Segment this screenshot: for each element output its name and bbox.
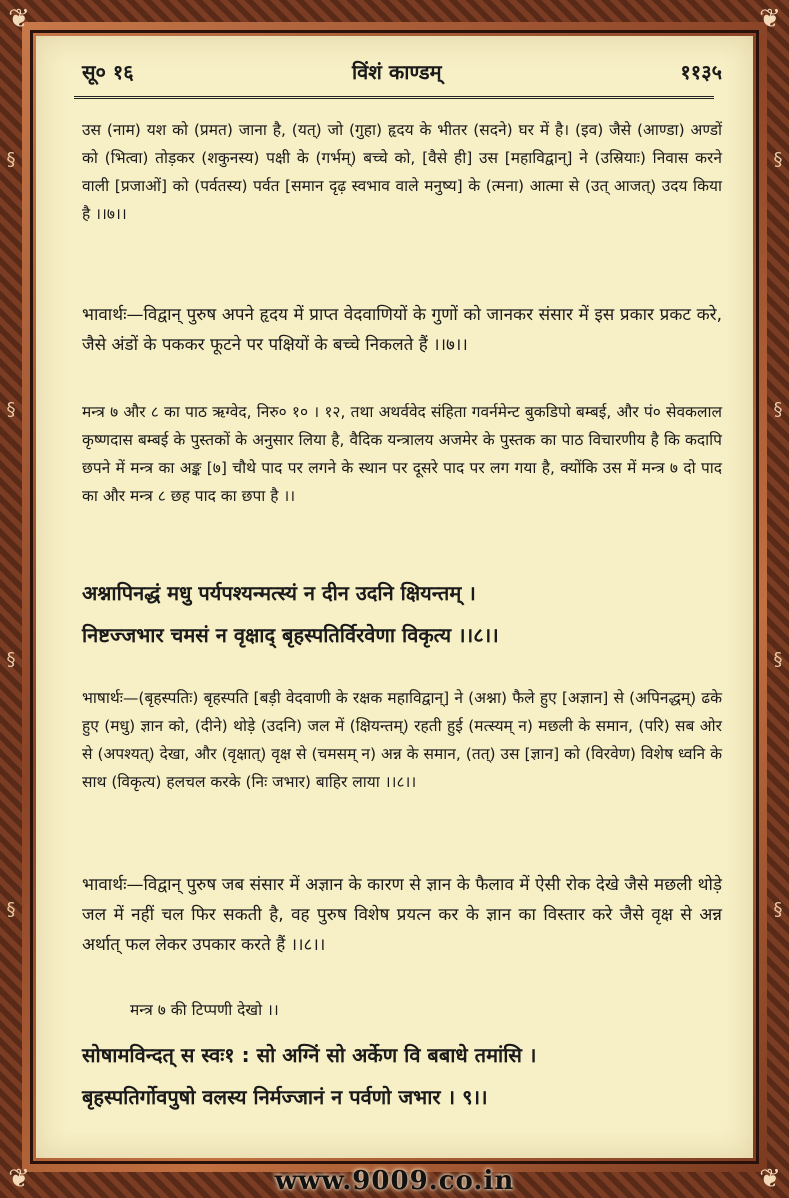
corner-ornament-icon: ❦ — [759, 4, 781, 34]
verse-line: अश्नापिनद्धं मधु पर्यपश्यन्मत्स्यं न दीन उदनि क्षियन्तम् । — [82, 581, 476, 605]
verse-line: निष्टज्जभार चमसं न वृक्षाद् बृहस्पतिर्विरवेणा विकृत्य ।।८।। — [82, 623, 499, 647]
verse-line: बृहस्पतिर्गोवपुषो वलस्य निर्मज्जानं न पर्वणो जभार । ९।। — [82, 1085, 488, 1109]
website-url: www.9009.co.in — [274, 1166, 515, 1196]
corner-ornament-icon: ❦ — [8, 1164, 30, 1194]
note-line: मन्त्र ७ की टिप्पणी देखो ।। — [130, 1001, 279, 1019]
swirl-ornament-icon: § — [6, 149, 16, 170]
swirl-ornament-icon: § — [6, 899, 16, 920]
swirl-ornament-icon: § — [773, 399, 783, 420]
page-number: ११३५ — [680, 60, 722, 84]
swirl-ornament-icon: § — [6, 649, 16, 670]
sukta-number: सू० १६ — [82, 60, 134, 84]
note-paragraph: मन्त्र ७ और ८ का पाठ ऋग्वेद, निरु० १० । १२, तथा अथर्ववेद संहिता गवर्नमेन्ट बुकडिपो बम्बई, और पं० सेवकलाल कृष्णदास बम्बई के पुस्तकों के अनुसार लिया है, वैदिक यन्त्रालय अजमेर के पुस्तक का पाठ विचारणीय है कि कदापि छपने में मन्त्र का अङ्क [७] चौथे पाद पर लगने के स्थान पर दूसरे पाद पर लग गया है, क्योंकि उस में मन्त्र ७ दो पाद का और मन्त्र ८ छह पाद का छपा है ।। — [82, 403, 722, 505]
translation-paragraph: उस (नाम) यश को (प्रमत) जाना है, (यत्) जो (गुहा) हृदय के भीतर (सदने) घर में है। (इव) जैसे (आण्डा) अण्डों को (भित्वा) तोड़कर (शकुनस्य) पक्षी के (गर्भम्) बच्चे को, [वैसे ही] उस [महाविद्वान्] ने (उस्रियाः) निवास करने वाली [प्रजाओं] को (पर्वतस्य) पर्वत [समान दृढ़ स्वभाव वाले मनुष्य] के (त्मना) आत्मा से (उत् आजत्) उदय किया है ।।७।। — [82, 121, 722, 223]
swirl-ornament-icon: § — [773, 899, 783, 920]
verse-line: सोषामविन्दत् स स्वः१ : सो अग्निं सो अर्केण वि बबाधे तमांसि । — [82, 1043, 537, 1067]
bhavarth-paragraph: भावार्थः—विद्वान् पुरुष अपने हृदय में प्राप्त वेदवाणियों के गुणों को जानकर संसार में इस प्रकार प्रकट करे, जैसे अंडों के पककर फूटने पर पक्षियों के बच्चे निकलते हैं ।।७।। — [82, 305, 722, 355]
page-header — [82, 58, 722, 88]
swirl-ornament-icon: § — [6, 399, 16, 420]
corner-ornament-icon: ❦ — [759, 1164, 781, 1194]
translation-paragraph: भाषार्थः—(बृहस्पतिः) बृहस्पति [बड़ी वेदवाणी के रक्षक महाविद्वान्] ने (अश्ना) फैले हुए [अज्ञान] से (अपिनद्धम्) ढके हुए (मधु) ज्ञान को, (दीने) थोड़े (उदनि) जल में (क्षियन्तम्) रहती हुई (मत्स्यम् न) मछली के समान, (परि) सब ओर से (अपश्यत्) देखा, और (वृक्षात्) वृक्ष से (चमसम् न) अन्न के समान, (तत्) उस [ज्ञान] को (विरवेण) विशेष ध्वनि के साथ (विकृत्य) हलचल करके (निः जभार) बाहिर लाया ।।८।। — [82, 689, 722, 791]
corner-ornament-icon: ❦ — [8, 4, 30, 34]
bhavarth-paragraph: भावार्थः—विद्वान् पुरुष जब संसार में अज्ञान के कारण से ज्ञान के फैलाव में ऐसी रोक देखे जैसे मछली थोड़े जल में नहीं चल फिर सकती है, वह पुरुष विशेष प्रयत्न कर के ज्ञान का विस्तार करे जैसे वृक्ष से अन्न अर्थात् फल लेकर उपकार करते हैं ।।८।। — [82, 875, 722, 955]
kanda-title: विंशं काण्डम् — [352, 60, 442, 84]
header-rule — [74, 96, 714, 103]
book-page — [36, 36, 753, 1158]
swirl-ornament-icon: § — [773, 149, 783, 170]
swirl-ornament-icon: § — [773, 649, 783, 670]
